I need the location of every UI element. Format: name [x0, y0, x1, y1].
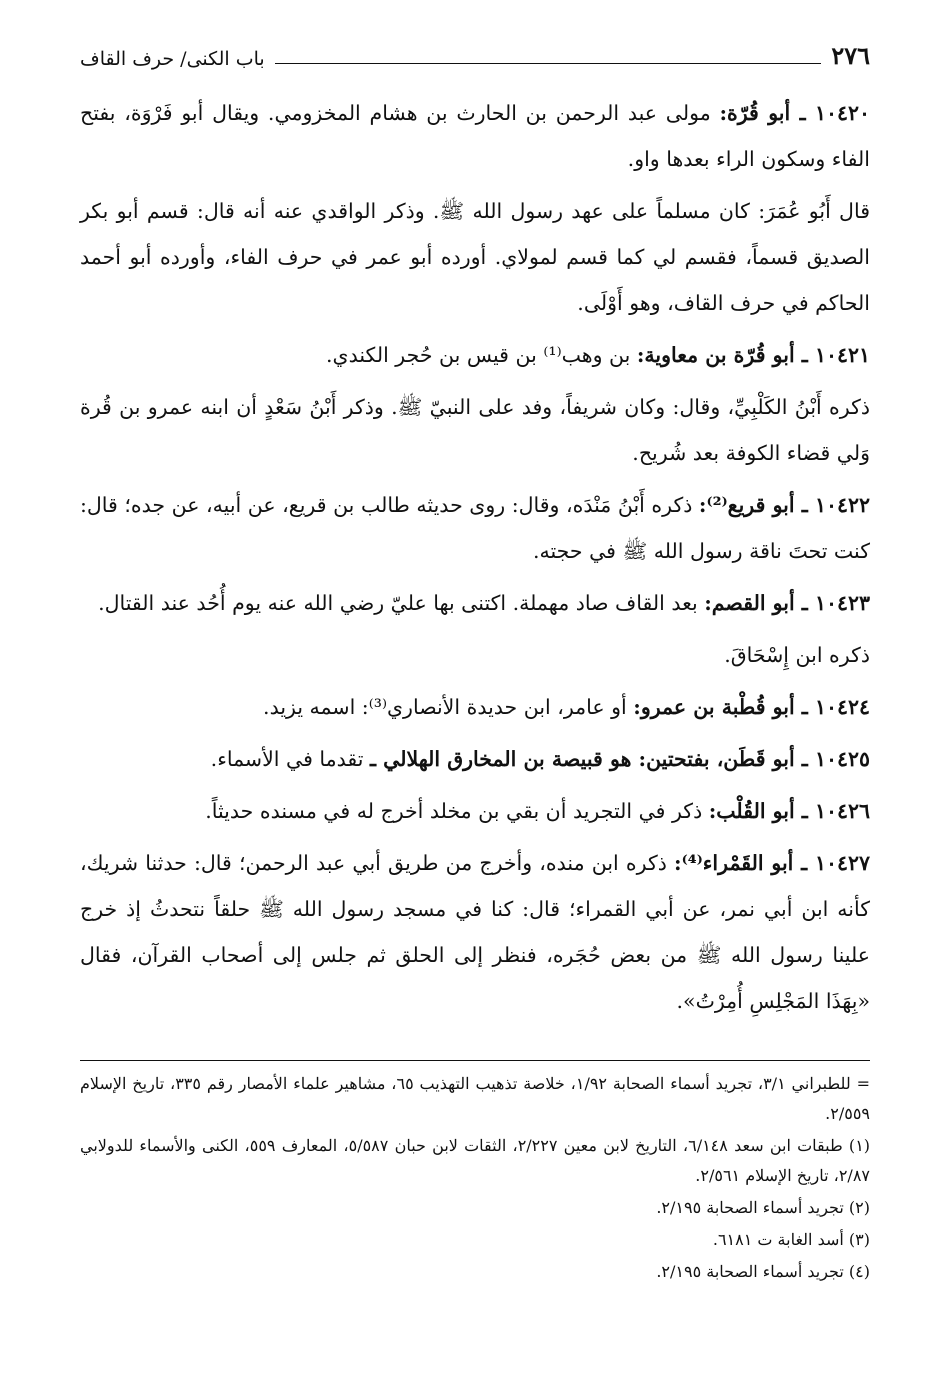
paragraph-text: ذكره ابن إِسْحَاقَ. [724, 643, 870, 667]
entry-heading: ١٠٤٢٦ ـ أبو القُلْب: [708, 799, 870, 823]
paragraph [80, 684, 870, 730]
footnotes [80, 1060, 870, 1287]
paragraph-text: أو عامر، ابن حديدة الأنصاري⁽³⁾: اسمه يزيد. [263, 695, 634, 719]
paragraph-text: بن وهب⁽¹⁾ بن قيس بن حُجر الكندي. [326, 343, 637, 367]
header-rule [275, 63, 822, 64]
paragraph-text: ذكره ابن منده، وأخرج من طريق أبي عبد الرحمن؛ قال: حدثنا شريك، كأنه ابن أبي نمر، عن أبي القمراء؛ قال: كنا في مسجد رسول الله ﷺ حلقاً نتحدثُ إذ خرج علينا رسول الله ﷺ من بعض حُجَره، فنظر إلى الحلق ثم جلس إلى أصحاب القرآن، فقال «بِهَذَا المَجْلِسِ أُمِرْتُ». [80, 851, 870, 1013]
paragraph-text: ذكره أَبْنُ مَنْدَه، وقال: روى حديثه طالب بن قريع، عن أبيه، عن جده؛ قال: كنت تحتَ ناقة رسول الله ﷺ في حجته. [80, 493, 870, 563]
footnote: (٢) تجريد أسماء الصحابة ٢/١٩٥. [656, 1198, 870, 1217]
paragraph-text: بعد القاف صاد مهملة. اكتنى بها عليّ رضي الله عنه يوم أُحُد عند القتال. [98, 591, 705, 615]
paragraph-text: تقدما في الأسماء. [210, 747, 370, 771]
paragraph [80, 482, 870, 574]
paragraph [80, 736, 870, 782]
paragraph [80, 580, 870, 626]
paragraph [80, 384, 870, 476]
entry-heading: ١٠٤٢٠ ـ أبو قُرّة: [719, 101, 871, 125]
running-title: باب الكنى/ حرف القاف [80, 48, 265, 70]
main-text [80, 90, 870, 1024]
paragraph-text: ذكره أَبْنُ الكَلْبِيِّ، وقال: وكان شريفاً، وفد على النبيّ ﷺ. وذكر أَبْنُ سَعْدٍ أن ابنه عمرو بن قُرة وَلي قضاء الكوفة بعد شُريح. [80, 395, 870, 465]
footnote: = للطبراني ٣/١، تجريد أسماء الصحابة ١/٩٢، خلاصة تذهيب التهذيب ٦٥، مشاهير علماء الأمصار رقم ٣٣٥، تاريخ الإسلام ٢/٥٥٩. [80, 1074, 871, 1123]
footnote: (٣) أسد الغابة ت ٦١٨١. [712, 1230, 870, 1249]
entry-heading: ١٠٤٢١ ـ أبو قُرّة بن معاوية: [636, 343, 870, 367]
paragraph [80, 788, 870, 834]
footnote: (٤) تجريد أسماء الصحابة ٢/١٩٥. [656, 1262, 870, 1281]
running-head [80, 36, 870, 70]
page [80, 36, 870, 1289]
entry-heading: ١٠٤٢٤ ـ أبو قُطْبة بن عمرو: [633, 695, 870, 719]
entry-heading: ١٠٤٢٧ ـ أبو القَمْراء⁽⁴⁾: [674, 851, 870, 875]
paragraph [80, 90, 870, 182]
paragraph-text: ذكر في التجريد أن بقي بن مخلد أخرج له في مسنده حديثاً. [205, 799, 709, 823]
paragraph [80, 332, 870, 378]
paragraph [80, 840, 870, 1024]
paragraph-text: قال أَبُو عُمَرَ: كان مسلماً على عهد رسول الله ﷺ. وذكر الواقدي عنه أنه قال: قسم أبو بكر الصديق قسماً، فقسم لي كما قسم لمولاي. أورده أبو عمر في حرف الفاء، وأورده أبو أحمد الحاكم في حرف القاف، وهو أَوْلَى. [80, 199, 870, 315]
paragraph-text: مولى عبد الرحمن بن الحارث بن هشام المخزومي. ويقال أبو فَرْوَة، بفتح الفاء وسكون الراء بعدها واو. [80, 101, 870, 171]
paragraph [80, 188, 870, 326]
entry-heading: ١٠٤٢٥ ـ أبو قَطَن، بفتحتين: هو قبيصة بن المخارق الهلالي ـ [370, 747, 870, 771]
paragraph [80, 632, 870, 678]
entry-heading: ١٠٤٢٢ ـ أبو قريع⁽²⁾: [698, 493, 870, 517]
footnote: (١) طبقات ابن سعد ٦/١٤٨، التاريخ لابن معين ٢/٢٢٧، الثقات لابن حبان ٥/٥٨٧، المعارف ٥٥٩، الكنى والأسماء للدولابي ٢/٨٧، تاريخ الإسلام ٢/٥٦١. [80, 1136, 871, 1185]
entry-heading: ١٠٤٢٣ ـ أبو القصم: [704, 591, 870, 615]
page-number: ٢٧٦ [831, 41, 870, 70]
